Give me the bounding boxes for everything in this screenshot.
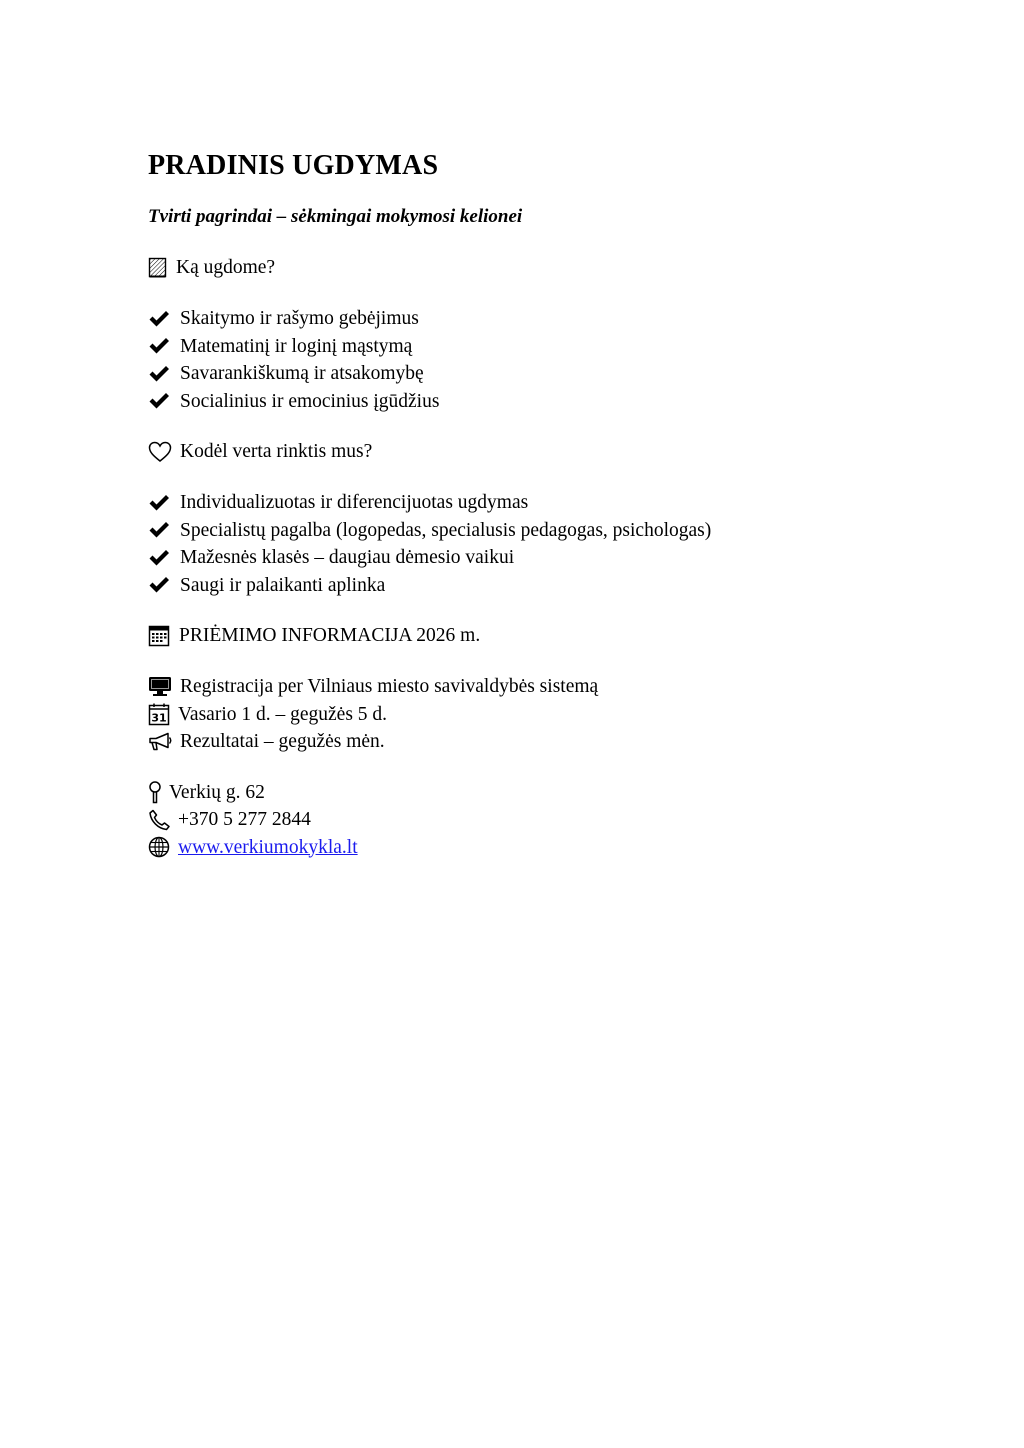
- list-item: [148, 388, 908, 416]
- checkmark-icon: [148, 365, 180, 383]
- admission-registration-row: [148, 673, 908, 701]
- computer-icon: [148, 676, 180, 697]
- checkmark-icon: [148, 549, 180, 567]
- checkmark-icon: [148, 337, 180, 355]
- page-title: PRADINIS UGDYMAS: [148, 150, 439, 181]
- heart-icon: [148, 441, 180, 463]
- checkmark-icon: [148, 521, 180, 539]
- book-icon: [148, 257, 176, 279]
- checkmark-icon: [148, 310, 180, 328]
- section-why-us-label: Kodėl verta rinktis mus?: [180, 441, 373, 462]
- globe-icon: [148, 836, 178, 858]
- admission-details: [148, 673, 908, 756]
- contact-address-row: [148, 779, 908, 807]
- list-item-text: Individualizuotas ir diferencijuotas ugdymas: [180, 492, 529, 513]
- website-link[interactable]: www.verkiumokykla.lt: [178, 836, 358, 858]
- list-item-text: Mažesnės klasės – daugiau dėmesio vaikui: [180, 547, 515, 568]
- checkmark-icon: [148, 576, 180, 594]
- section-admission-label: PRIĖMIMO INFORMACIJA 2026 m.: [179, 625, 481, 646]
- contact-website-row: [148, 834, 908, 862]
- list-item: [148, 544, 908, 572]
- list-item: [148, 305, 908, 333]
- calendar-icon: [148, 625, 179, 647]
- admission-dates-text: Vasario 1 d. – gegužės 5 d.: [178, 703, 388, 725]
- section-why-us-heading: [148, 438, 908, 465]
- megaphone-icon: [148, 732, 180, 752]
- contact-phone-text: +370 5 277 2844: [178, 809, 311, 830]
- checkmark-icon: [148, 392, 180, 410]
- svg-text:31: 31: [151, 711, 167, 725]
- page-subtitle: Tvirti pagrindai – sėkmingai mokymosi kelionei: [148, 206, 523, 227]
- why-us-list: [148, 489, 908, 599]
- list-item: [148, 517, 908, 545]
- list-item-text: Specialistų pagalba (logopedas, specialusis pedagogas, psichologas): [180, 519, 712, 541]
- section-admission-heading: [148, 622, 908, 649]
- list-item: [148, 489, 908, 517]
- list-item-text: Saugi ir palaikanti aplinka: [180, 574, 386, 596]
- list-item-text: Savarankiškumą ir atsakomybę: [180, 363, 424, 384]
- list-item-text: Matematinį ir loginį mąstymą: [180, 335, 413, 357]
- admission-results-text: Rezultatai – gegužės mėn.: [180, 731, 385, 752]
- admission-registration-text: Registracija per Vilniaus miesto savivaldybės sistemą: [180, 676, 599, 697]
- checkmark-icon: [148, 494, 180, 512]
- list-item: [148, 572, 908, 600]
- section-what-we-develop-heading: [148, 254, 908, 281]
- contact-phone-row: [148, 806, 908, 834]
- admission-results-row: [148, 728, 908, 756]
- contact-address-text: Verkių g. 62: [169, 781, 265, 803]
- what-we-develop-list: [148, 305, 908, 415]
- pin-icon: [148, 781, 169, 804]
- list-item-text: Socialinius ir emocinius įgūdžius: [180, 390, 440, 412]
- phone-icon: [148, 809, 178, 831]
- list-item: [148, 360, 908, 388]
- document-page: [148, 148, 908, 861]
- admission-dates-row: [148, 701, 908, 729]
- contacts-block: [148, 779, 908, 862]
- list-item: [148, 333, 908, 361]
- calendar-31-icon: [148, 703, 178, 726]
- section-what-we-develop-label: Ką ugdome?: [176, 257, 276, 278]
- list-item-text: Skaitymo ir rašymo gebėjimus: [180, 308, 419, 329]
